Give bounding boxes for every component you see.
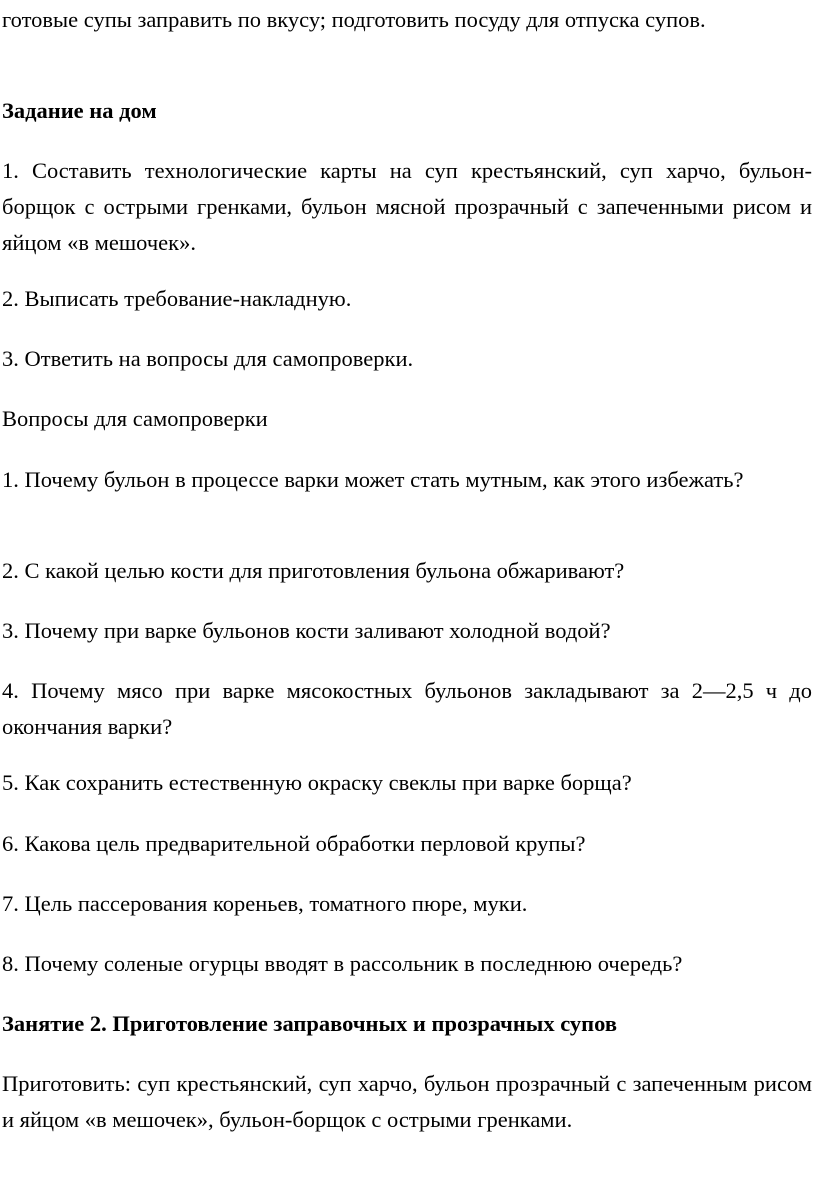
homework-heading: Задание на дом [2,98,157,123]
question-5: 5. Как сохранить естественную окраску свеклы при варке борща? [2,770,632,795]
question-2: 2. С какой целью кости для приготовления бульона обжаривают? [2,558,625,583]
question-6: 6. Какова цель предварительной обработки перловой крупы? [2,831,586,856]
question-7: 7. Цель пассерования кореньев, томатного пюре, муки. [2,891,528,916]
question-4: 4. Почему мясо при варке мясокостных бульонов закладывают за 2—2,5 ч до окончания варки? [2,678,812,739]
homework-item-2: 2. Выписать требование-накладную. [2,286,352,311]
intro-paragraph: готовые супы заправить по вкусу; подготовить посуду для отпуска супов. [2,7,706,32]
homework-item-3: 3. Ответить на вопросы для самопроверки. [2,346,414,371]
questions-heading: Вопросы для самопроверки [2,406,268,431]
lesson-heading: Занятие 2. Приготовление заправочных и прозрачных супов [2,1011,617,1036]
question-1: 1. Почему бульон в процессе варки может стать мутным, как этого избежать? [2,467,744,492]
homework-item-1: 1. Составить технологические карты на суп крестьянский, суп харчо, бульон-борщок с острыми гренками, бульон мясной прозрачный с запеченными рисом и яйцом «в мешочек». [2,158,812,255]
question-3: 3. Почему при варке бульонов кости заливают холодной водой? [2,618,611,643]
lesson-paragraph: Приготовить: суп крестьянский, суп харчо, бульон прозрачный с запеченным рисом и яйцом «в мешочек», бульон-борщок с острыми гренками. [2,1071,812,1132]
question-8: 8. Почему соленые огурцы вводят в рассольник в последнюю очередь? [2,951,683,976]
